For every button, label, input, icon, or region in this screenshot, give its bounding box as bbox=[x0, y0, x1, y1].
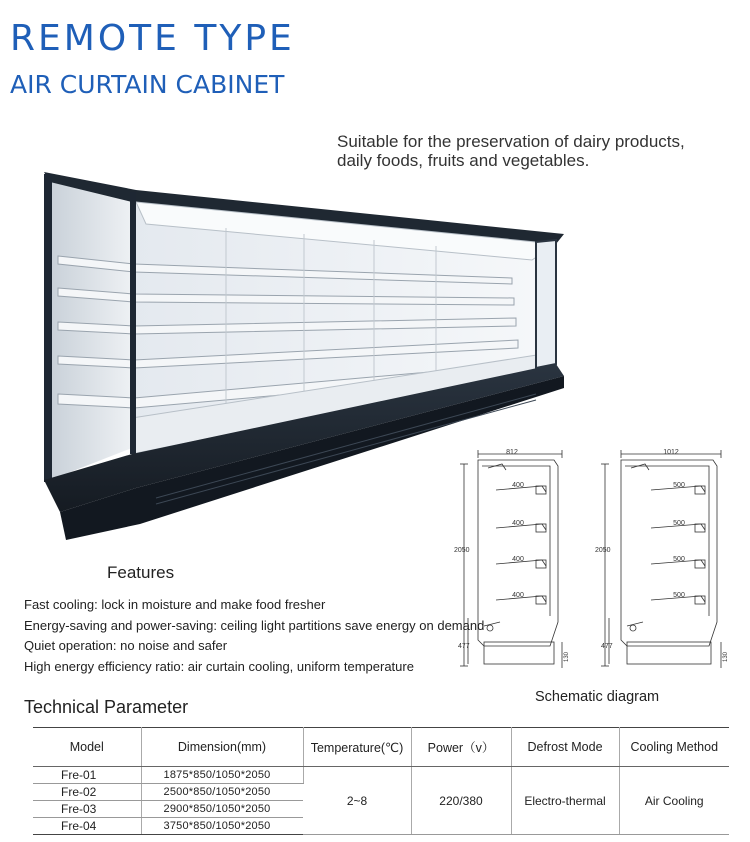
column-header-dimension: Dimension(mm) bbox=[141, 728, 303, 767]
dimension-width: 1012 bbox=[663, 449, 679, 456]
features-heading: Features bbox=[107, 563, 175, 582]
technical-parameter-table bbox=[33, 727, 729, 835]
schematic-diagram-label: Schematic diagram bbox=[535, 689, 660, 705]
suitability-line-2: daily foods, fruits and vegetables. bbox=[337, 151, 590, 170]
table-header-row bbox=[33, 728, 729, 767]
dimension-height: 2050 bbox=[454, 547, 470, 554]
cell-dimension: 2900*850/1050*2050 bbox=[141, 801, 303, 818]
shelf-spacing-3: 400 bbox=[512, 556, 524, 563]
features-list bbox=[24, 595, 484, 677]
cell-dimension: 1875*850/1050*2050 bbox=[141, 767, 303, 784]
shelf-spacing-1: 500 bbox=[673, 482, 685, 489]
feature-item: Fast cooling: lock in moisture and make food fresher bbox=[24, 597, 326, 612]
cell-model: Fre-02 bbox=[33, 784, 141, 801]
shelf-spacing-2: 400 bbox=[512, 520, 524, 527]
cell-model: Fre-03 bbox=[33, 801, 141, 818]
cell-dimension: 2500*850/1050*2050 bbox=[141, 784, 303, 801]
dimension-height: 2050 bbox=[595, 547, 611, 554]
dimension-base: 477 bbox=[601, 643, 613, 650]
suitability-text bbox=[337, 132, 737, 170]
cell-dimension: 3750*850/1050*2050 bbox=[141, 818, 303, 835]
cell-temperature: 2~8 bbox=[303, 767, 411, 835]
column-header-cooling: Cooling Method bbox=[619, 728, 729, 767]
dimension-base: 477 bbox=[458, 643, 470, 650]
page-title: REMOTE TYPE bbox=[10, 18, 295, 59]
cell-model: Fre-01 bbox=[33, 767, 141, 784]
shelf-spacing-1: 400 bbox=[512, 482, 524, 489]
shelf-spacing-3: 500 bbox=[673, 556, 685, 563]
feature-item: Energy-saving and power-saving: ceiling light partitions save energy on demand bbox=[24, 617, 485, 633]
dimension-foot: 130 bbox=[723, 651, 729, 662]
technical-parameter-heading: Technical Parameter bbox=[24, 697, 189, 717]
schematic-diagram-right bbox=[595, 446, 743, 676]
cell-defrost: Electro-thermal bbox=[511, 767, 619, 835]
column-header-temperature: Temperature(℃) bbox=[303, 728, 411, 767]
dimension-foot: 130 bbox=[564, 651, 570, 662]
column-header-defrost: Defrost Mode bbox=[511, 728, 619, 767]
shelf-spacing-4: 400 bbox=[512, 592, 524, 599]
shelf-spacing-4: 500 bbox=[673, 592, 685, 599]
dimension-width: 812 bbox=[506, 449, 518, 456]
column-header-power: Power（v） bbox=[411, 728, 511, 767]
cell-power: 220/380 bbox=[411, 767, 511, 835]
feature-item: Quiet operation: no noise and safer bbox=[24, 638, 228, 654]
cell-model: Fre-04 bbox=[33, 818, 141, 835]
shelf-spacing-2: 500 bbox=[673, 520, 685, 527]
page-subtitle: AIR CURTAIN CABINET bbox=[10, 70, 285, 99]
feature-item: High energy efficiency ratio: air curtain cooling, uniform temperature bbox=[24, 658, 414, 674]
suitability-line-1: Suitable for the preservation of dairy products, bbox=[337, 132, 685, 151]
table-row bbox=[33, 767, 729, 784]
column-header-model: Model bbox=[33, 728, 141, 767]
cell-cooling: Air Cooling bbox=[619, 767, 729, 835]
